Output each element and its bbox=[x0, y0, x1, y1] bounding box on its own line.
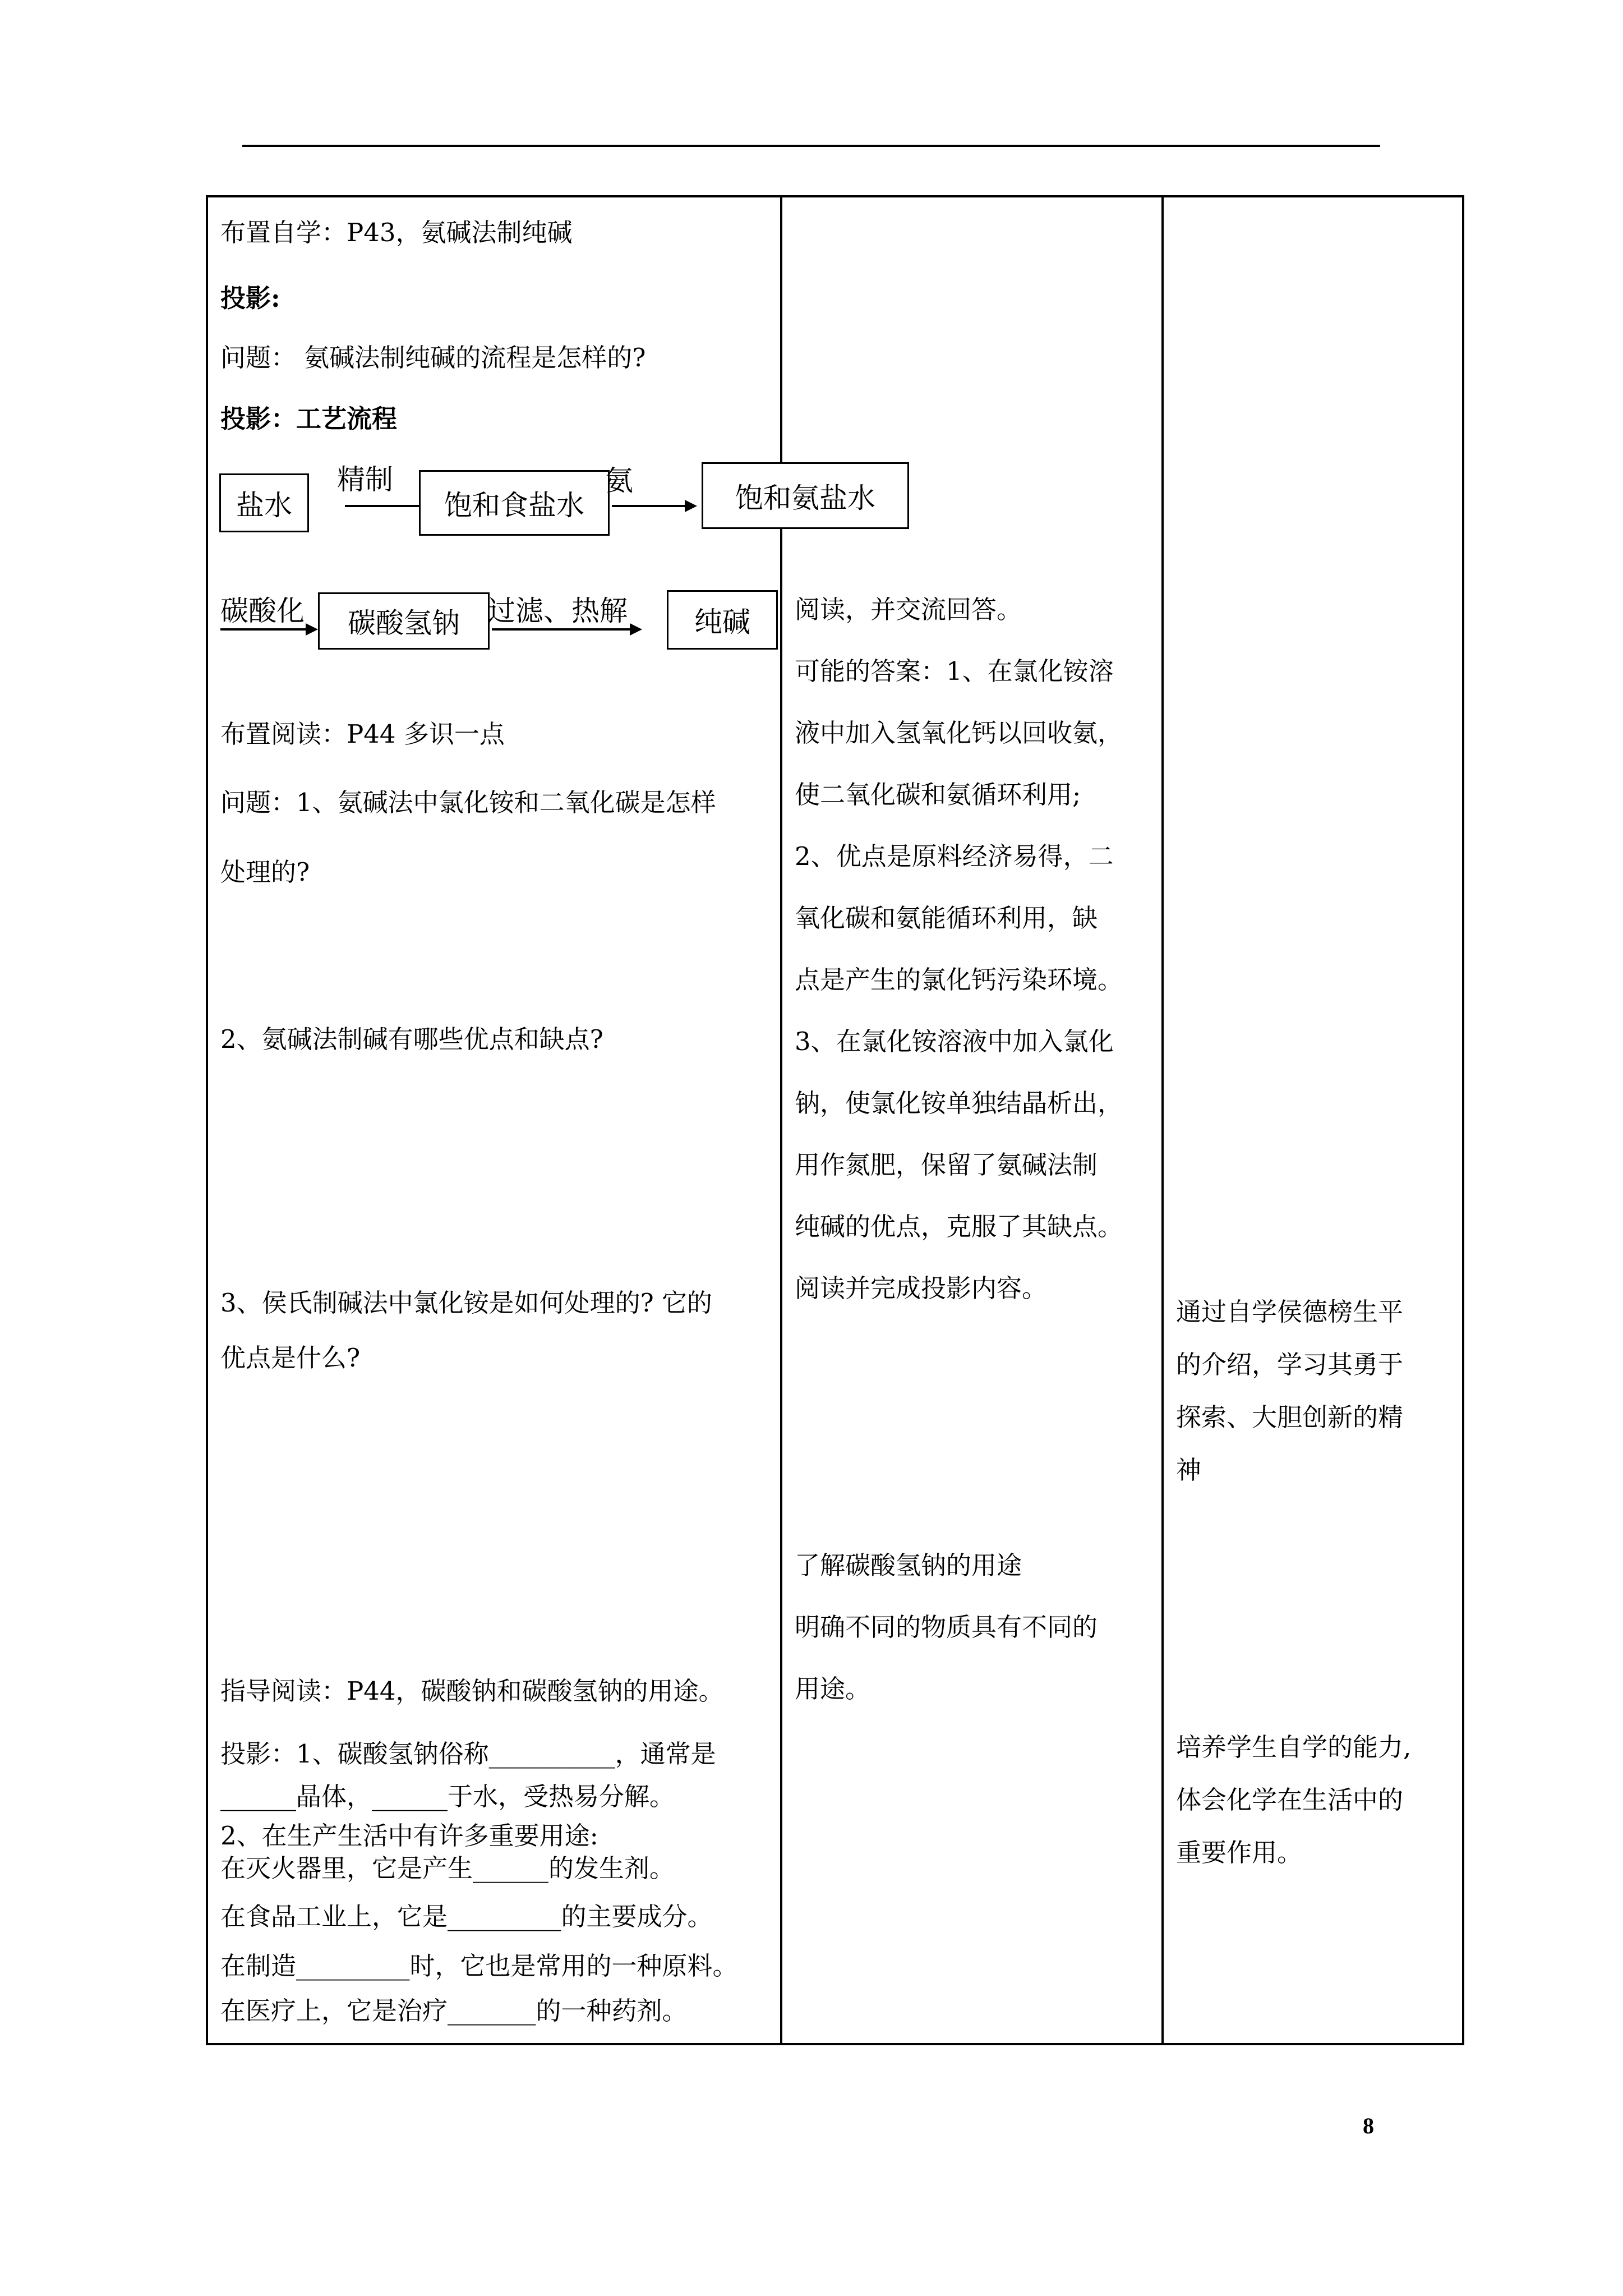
question-1-line-2: 处理的? bbox=[220, 857, 310, 887]
answer-line-2: 液中加入氢氧化钙以回收氨， bbox=[795, 718, 1123, 748]
guided-reading: 指导阅读：P44，碳酸钠和碳酸氢钠的用途。 bbox=[220, 1676, 724, 1706]
fill-blank-2-intro: 2、在生产生活中有许多重要用途: bbox=[220, 1821, 598, 1851]
flow-arrow-2 bbox=[612, 505, 695, 507]
answer-line-5: 氧化碳和氨能循环利用，缺 bbox=[795, 903, 1098, 933]
fill-blank-fire-extinguisher: 在灭火器里，它是产生______的发生剂。 bbox=[220, 1853, 675, 1883]
flow-label-carbonation: 碳酸化 bbox=[220, 595, 305, 627]
answer-line-6: 点是产生的氯化钙污染环境。 bbox=[795, 965, 1123, 995]
question-3-line-1: 3、侯氏制碱法中氯化铵是如何处理的? 它的 bbox=[220, 1288, 713, 1318]
learn-uses: 了解碳酸氢钠的用途 bbox=[795, 1550, 1022, 1580]
column-divider-2 bbox=[1161, 197, 1164, 2043]
fill-blank-1-line-2: ______晶体，______于水，受热易分解。 bbox=[220, 1782, 675, 1811]
answer-line-8: 钠，使氯化铵单独结晶析出， bbox=[795, 1088, 1123, 1118]
question-3-line-2: 优点是什么? bbox=[220, 1343, 361, 1373]
answer-line-4: 2、优点是原料经济易得，二 bbox=[795, 841, 1114, 871]
assign-reading: 布置阅读：P44 多识一点 bbox=[220, 719, 505, 749]
intent-1-line-3: 探索、大胆创新的精 bbox=[1176, 1402, 1404, 1432]
intent-1-line-1: 通过自学侯德榜生平 bbox=[1176, 1297, 1404, 1327]
answer-line-7: 3、在氯化铵溶液中加入氯化 bbox=[795, 1027, 1114, 1056]
header-rule bbox=[242, 145, 1380, 147]
process-flow-heading: 投影：工艺流程 bbox=[220, 404, 398, 434]
flow-box-ammoniated-brine: 饱和氨盐水 bbox=[702, 462, 909, 529]
flow-box-sodium-bicarbonate: 碳酸氢钠 bbox=[318, 592, 490, 650]
flow-label-ammonia: 氨 bbox=[605, 464, 633, 497]
assign-self-study: 布置自学：P43，氨碱法制纯碱 bbox=[220, 218, 573, 247]
answer-line-1: 可能的答案：1、在氯化铵溶 bbox=[795, 656, 1114, 686]
lesson-table bbox=[206, 195, 1464, 2045]
fill-blank-food-industry: 在食品工业上，它是_________的主要成分。 bbox=[220, 1902, 713, 1931]
student-read-discuss: 阅读，并交流回答。 bbox=[795, 595, 1022, 624]
flow-box-saturated-brine: 饱和食盐水 bbox=[419, 470, 610, 536]
flow-label-filter-pyrolysis: 过滤、热解 bbox=[487, 595, 628, 627]
flow-arrow-3 bbox=[220, 628, 316, 631]
uses-line-2: 用途。 bbox=[795, 1674, 871, 1704]
intent-2-line-1: 培养学生自学的能力, bbox=[1176, 1732, 1412, 1762]
answer-line-3: 使二氧化碳和氨循环利用; bbox=[795, 780, 1081, 809]
question-2: 2、氨碱法制碱有哪些优点和缺点? bbox=[220, 1024, 603, 1054]
uses-line-1: 明确不同的物质具有不同的 bbox=[795, 1612, 1098, 1642]
flow-arrow-4 bbox=[492, 628, 640, 631]
question-flow: 问题： 氨碱法制纯碱的流程是怎样的? bbox=[220, 343, 646, 372]
projection-heading: 投影: bbox=[220, 283, 280, 313]
flow-label-refine: 精制 bbox=[337, 463, 393, 496]
fill-blank-1-line-1: 投影：1、碳酸氢钠俗称__________，通常是 bbox=[220, 1739, 716, 1769]
fill-blank-medical: 在医疗上，它是治疗_______的一种药剂。 bbox=[220, 1996, 688, 2026]
intent-2-line-2: 体会化学在生活中的 bbox=[1176, 1785, 1404, 1815]
flow-box-soda-ash: 纯碱 bbox=[667, 590, 778, 650]
intent-1-line-4: 神 bbox=[1176, 1455, 1202, 1485]
student-read-complete: 阅读并完成投影内容。 bbox=[795, 1273, 1048, 1303]
question-1-line-1: 问题：1、氨碱法中氯化铵和二氧化碳是怎样 bbox=[220, 788, 716, 817]
fill-blank-manufacturing: 在制造_________时，它也是常用的一种原料。 bbox=[220, 1951, 738, 1981]
intent-1-line-2: 的介绍，学习其勇于 bbox=[1176, 1350, 1404, 1379]
answer-line-9: 用作氮肥，保留了氨碱法制 bbox=[795, 1150, 1098, 1180]
page-number: 8 bbox=[1363, 2113, 1374, 2138]
intent-2-line-3: 重要作用。 bbox=[1176, 1838, 1303, 1867]
answer-line-10: 纯碱的优点，克服了其缺点。 bbox=[795, 1212, 1123, 1241]
flow-box-brine: 盐水 bbox=[219, 473, 309, 532]
